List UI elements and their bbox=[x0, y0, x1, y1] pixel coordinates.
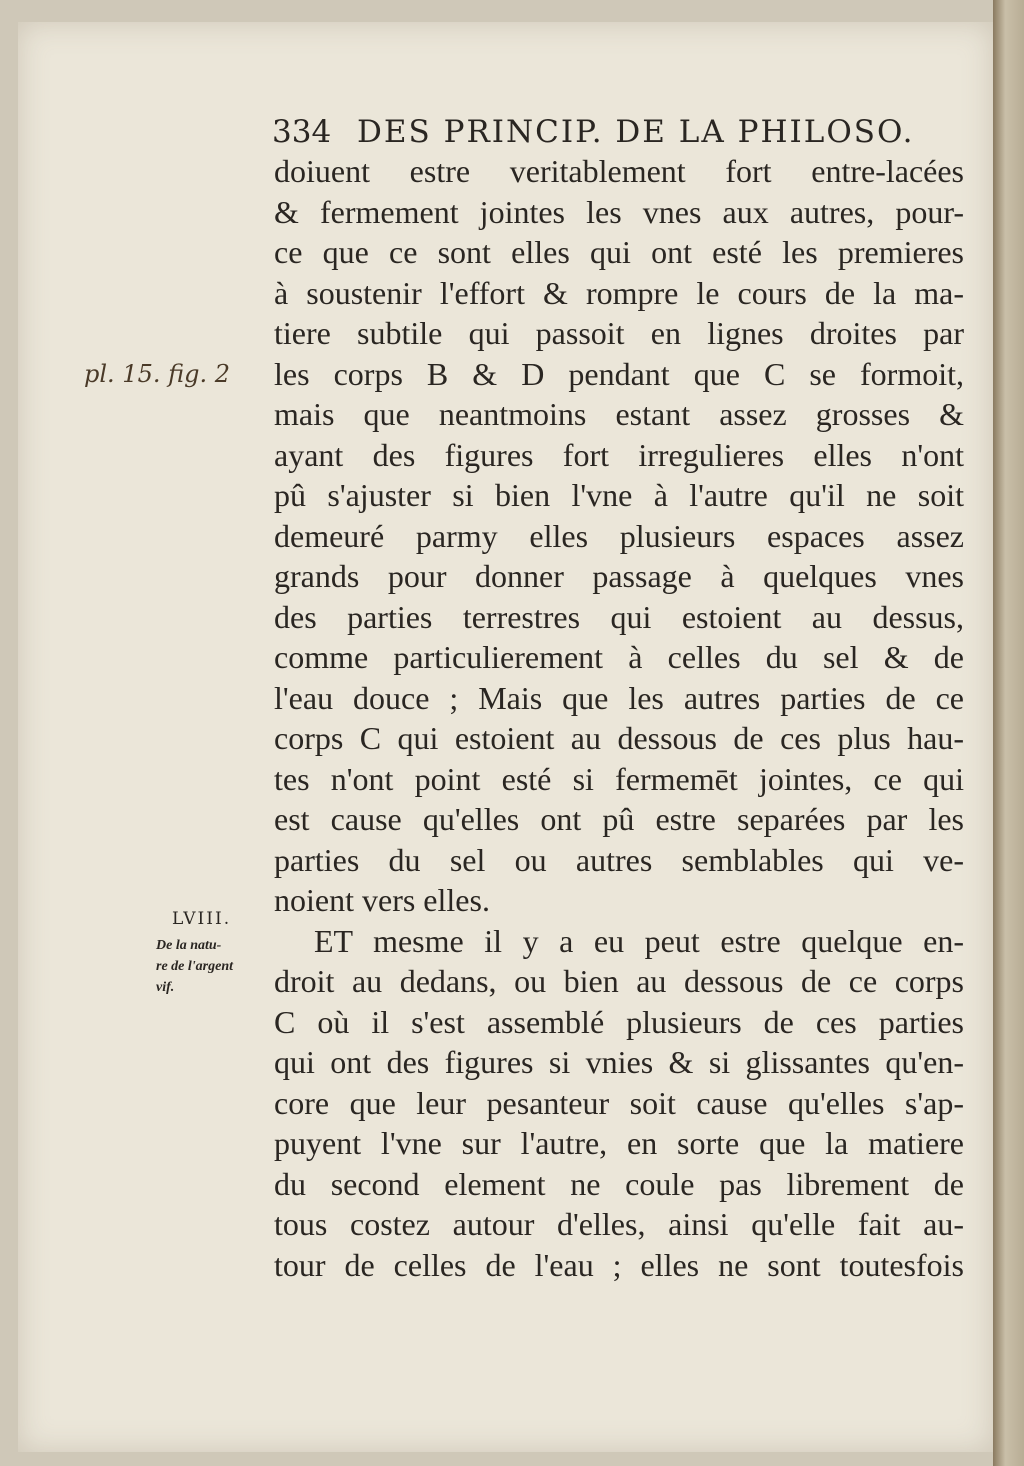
text-line: C où il s'est assemblé plusieurs de ces parties bbox=[274, 1003, 964, 1040]
text-line: tes n'ont point esté si fermemēt jointes, ce qui bbox=[274, 760, 964, 797]
text-line: demeuré parmy elles plusieurs espaces assez bbox=[274, 517, 964, 554]
text-line: ET mesme il y a eu peut estre quelque en- bbox=[314, 922, 964, 959]
text-line: puyent l'vne sur l'autre, en sorte que la matiere bbox=[274, 1125, 964, 1161]
text-line: mais que neantmoins estant assez grosses & bbox=[274, 396, 964, 432]
text-line: ce que ce sont elles qui ont esté les premieres bbox=[274, 234, 964, 270]
text-line: des parties terrestres qui estoient au dessus, bbox=[274, 598, 964, 635]
page-number: 334 bbox=[272, 114, 332, 150]
running-title: DES PRINCIP. DE LA PHILOSO. bbox=[357, 114, 915, 150]
text-line: qui ont des figures si vnies & si glissantes qu'en- bbox=[274, 1044, 964, 1080]
section-sidenote bbox=[156, 935, 268, 998]
text-line: pû s'ajuster si bien l'vne à l'autre qu'il ne soit bbox=[274, 477, 964, 513]
text-line: parties du sel ou autres semblables qui ve- bbox=[274, 841, 964, 878]
text-line: ayant des figures fort irregulieres elles n'ont bbox=[274, 436, 964, 473]
sidenote-line: vif. bbox=[156, 980, 175, 995]
text-line: droit au dedans, ou bien au dessous de ce corps bbox=[274, 963, 964, 999]
text-line: corps C qui estoient au dessous de ces plus hau- bbox=[274, 720, 964, 756]
sidenote-line: De la natu- bbox=[156, 938, 222, 953]
text-line: noient vers elles. bbox=[274, 882, 490, 918]
page-edge bbox=[993, 0, 1024, 1466]
text-line: les corps B & D pendant que C se formoit, bbox=[274, 355, 964, 392]
text-line: core que leur pesanteur soit cause qu'elles s'ap- bbox=[274, 1084, 964, 1121]
body-text bbox=[274, 151, 964, 1285]
sidenote-line: re de l'argent bbox=[156, 959, 233, 974]
running-header bbox=[272, 114, 962, 150]
text-line: comme particulierement à celles du sel & de bbox=[274, 639, 964, 675]
text-line: grands pour donner passage à quelques vnes bbox=[274, 558, 964, 594]
text-line: est cause qu'elles ont pû estre separées par les bbox=[274, 801, 964, 837]
text-line: l'eau douce ; Mais que les autres parties de ce bbox=[274, 679, 964, 716]
handwritten-margin-note: pl. 15. fig. 2 bbox=[84, 360, 230, 388]
text-line: du second element ne coule pas librement de bbox=[274, 1165, 964, 1202]
text-line: tiere subtile qui passoit en lignes droites par bbox=[274, 315, 964, 351]
text-line: tour de celles de l'eau ; elles ne sont toutesfois bbox=[274, 1246, 964, 1283]
section-number: LVIII. bbox=[172, 909, 232, 929]
text-line: tous costez autour d'elles, ainsi qu'elle fait au- bbox=[274, 1206, 964, 1242]
text-line: & fermement jointes les vnes aux autres, pour- bbox=[274, 193, 964, 230]
text-line: doiuent estre veritablement fort entre-lacées bbox=[274, 153, 964, 189]
text-line: à soustenir l'effort & rompre le cours de la ma- bbox=[274, 274, 964, 311]
